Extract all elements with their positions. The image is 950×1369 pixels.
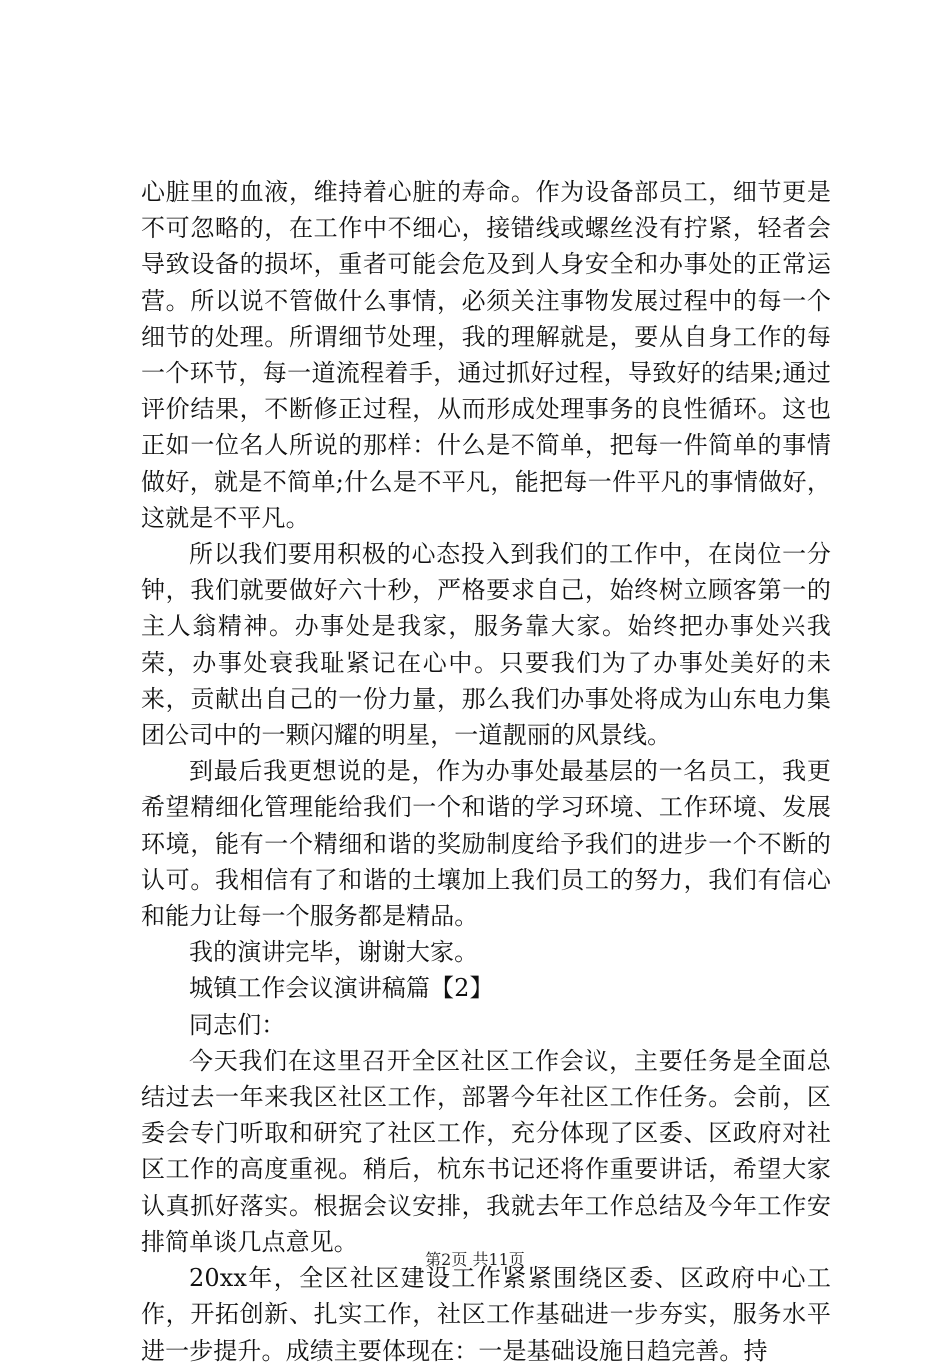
paragraph-continued: 心脏里的血液，维持着心脏的寿命。作为设备部员工，细节更是不可忽略的，在工作中不细心，接错线或螺丝没有拧紧，轻者会导致设备的损坏，重者可能会危及到人身安全和办事处的正常运营。所以说不管做什么事情，必须关注事物发展过程中的每一个细节的处理。所谓细节处理，我的理解就是，要从自身工作的每一个环节，每一道流程着手，通过抓好过程，导致好的结果;通过评价结果，不断修正过程，从而形成处理事务的良性循环。这也正如一位名人所说的那样：什么是不简单，把每一件简单的事情做好，就是不简单;什么是不平凡，能把每一件平凡的事情做好，这就是不平凡。 (141, 178, 831, 532)
paragraph: 所以我们要用积极的心态投入到我们的工作中，在岗位一分钟，我们就要做好六十秒，严格要求自己，始终树立顾客第一的主人翁精神。办事处是我家，服务靠大家。始终把办事处兴我荣，办事处衰我耻紧记在心中。只要我们为了办事处美好的未来，贡献出自己的一份力量，那么我们办事处将成为山东电力集团公司中的一颗闪耀的明星，一道靓丽的风景线。 (141, 540, 831, 750)
paragraph: 今天我们在这里召开全区社区工作会议，主要任务是全面总结过去一年来我区社区工作，部署今年社区工作任务。会前，区委会专门听取和研究了社区工作，充分体现了区委、区政府对社区工作的高度重视。稍后，杭东书记还将作重要讲话，希望大家认真抓好落实。根据会议安排，我就去年工作总结及今年工作安排简单谈几点意见。 (141, 1046, 831, 1256)
paragraph: 20xx年，全区社区建设工作紧紧围绕区委、区政府中心工作，开拓创新、扎实工作，社区工作基础进一步夯实，服务水平进一步提升。成绩主要体现在：一是基础设施日趋完善。持 (141, 1264, 831, 1365)
paragraph: 到最后我更想说的是，作为办事处最基层的一名员工，我更希望精细化管理能给我们一个和谐的学习环境、工作环境、发展环境，能有一个精细和谐的奖励制度给予我们的进步一个不断的认可。我相信有了和谐的土壤加上我们员工的努力，我们有信心和能力让每一个服务都是精品。 (141, 757, 831, 931)
closing-line: 我的演讲完毕，谢谢大家。 (189, 938, 479, 967)
document-body (141, 174, 831, 1369)
section-heading: 城镇工作会议演讲稿篇【2】 (189, 974, 494, 1003)
page-footer: 第2页 共11页 (425, 1250, 525, 1269)
salutation: 同志们： (189, 1010, 286, 1039)
